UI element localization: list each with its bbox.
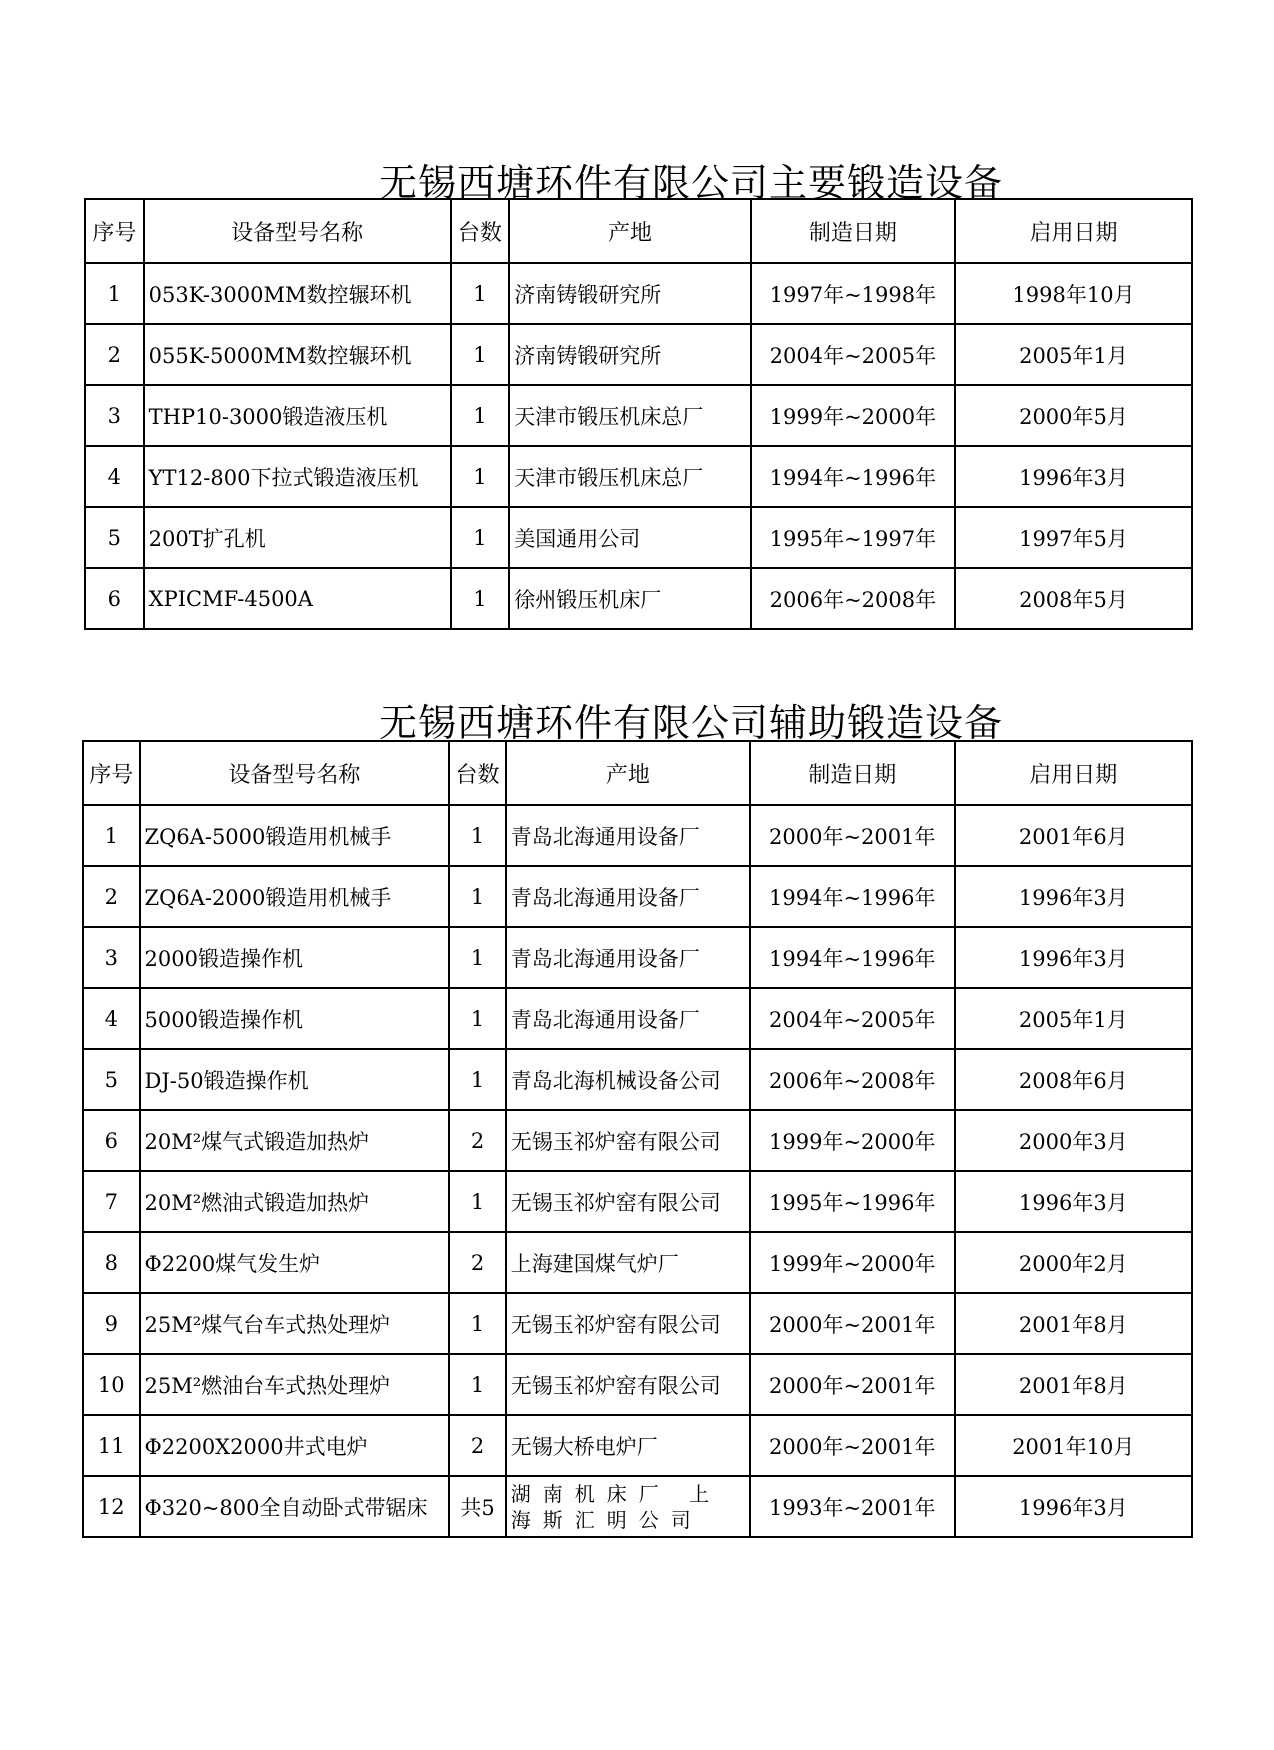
cell-origin: 徐州锻压机床厂	[509, 568, 750, 629]
cell-model: Φ2200X2000井式电炉	[140, 1415, 450, 1476]
cell-start-date: 2001年6月	[955, 805, 1192, 866]
table-row	[83, 1232, 1192, 1293]
cell-qty: 2	[449, 1415, 506, 1476]
cell-mfg-date: 2006年~2008年	[750, 1049, 955, 1110]
cell-index: 6	[85, 568, 144, 629]
cell-index: 8	[83, 1232, 140, 1293]
col-header-qty: 台数	[451, 199, 510, 263]
table-header-row	[85, 199, 1192, 263]
col-header-origin: 产地	[509, 199, 750, 263]
cell-index: 5	[85, 507, 144, 568]
cell-origin: 天津市锻压机床总厂	[509, 385, 750, 446]
cell-qty: 2	[449, 1232, 506, 1293]
cell-origin: 济南铸锻研究所	[509, 263, 750, 324]
cell-model: Φ320~800全自动卧式带锯床	[140, 1476, 450, 1537]
cell-qty: 1	[451, 446, 510, 507]
cell-index: 1	[85, 263, 144, 324]
cell-index: 12	[83, 1476, 140, 1537]
cell-start-date: 2000年2月	[955, 1232, 1192, 1293]
cell-origin: 济南铸锻研究所	[509, 324, 750, 385]
cell-origin: 青岛北海通用设备厂	[506, 805, 750, 866]
cell-model: 25M²燃油台车式热处理炉	[140, 1354, 450, 1415]
cell-start-date: 1996年3月	[955, 927, 1192, 988]
col-header-index: 序号	[83, 741, 140, 805]
aux-equipment-table	[82, 740, 1193, 1538]
cell-mfg-date: 1999年~2000年	[751, 385, 955, 446]
main-equipment-table	[84, 198, 1193, 630]
table-row	[83, 1049, 1192, 1110]
cell-qty: 1	[449, 1354, 506, 1415]
cell-qty: 1	[449, 1049, 506, 1110]
cell-qty: 1	[451, 568, 510, 629]
cell-start-date: 2001年10月	[955, 1415, 1192, 1476]
table-row	[85, 507, 1192, 568]
cell-model: THP10-3000锻造液压机	[144, 385, 451, 446]
table-row	[83, 866, 1192, 927]
cell-origin: 无锡玉祁炉窑有限公司	[506, 1354, 750, 1415]
cell-model: DJ-50锻造操作机	[140, 1049, 450, 1110]
cell-index: 1	[83, 805, 140, 866]
cell-start-date: 1996年3月	[955, 1171, 1192, 1232]
cell-model: ZQ6A-2000锻造用机械手	[140, 866, 450, 927]
cell-index: 7	[83, 1171, 140, 1232]
cell-model: Φ2200煤气发生炉	[140, 1232, 450, 1293]
cell-qty: 1	[449, 988, 506, 1049]
cell-origin: 青岛北海通用设备厂	[506, 988, 750, 1049]
cell-index: 11	[83, 1415, 140, 1476]
cell-index: 9	[83, 1293, 140, 1354]
cell-model: 20M²煤气式锻造加热炉	[140, 1110, 450, 1171]
cell-qty: 1	[451, 385, 510, 446]
cell-index: 10	[83, 1354, 140, 1415]
cell-origin: 无锡玉祁炉窑有限公司	[506, 1110, 750, 1171]
cell-index: 3	[85, 385, 144, 446]
cell-start-date: 2005年1月	[955, 988, 1192, 1049]
cell-qty: 2	[449, 1110, 506, 1171]
cell-start-date: 2001年8月	[955, 1293, 1192, 1354]
cell-index: 4	[83, 988, 140, 1049]
cell-mfg-date: 2000年~2001年	[750, 805, 955, 866]
cell-mfg-date: 1994年~1996年	[750, 866, 955, 927]
cell-mfg-date: 1999年~2000年	[750, 1232, 955, 1293]
cell-origin: 湖南机床厂 上海斯汇明公司	[506, 1476, 750, 1537]
cell-qty: 1	[451, 324, 510, 385]
cell-start-date: 2000年3月	[955, 1110, 1192, 1171]
cell-mfg-date: 2000年~2001年	[750, 1293, 955, 1354]
cell-index: 2	[83, 866, 140, 927]
cell-qty: 1	[449, 927, 506, 988]
cell-mfg-date: 2004年~2005年	[751, 324, 955, 385]
col-header-qty: 台数	[449, 741, 506, 805]
cell-start-date: 1997年5月	[955, 507, 1192, 568]
cell-mfg-date: 2004年~2005年	[750, 988, 955, 1049]
cell-origin: 青岛北海机械设备公司	[506, 1049, 750, 1110]
cell-mfg-date: 1993年~2001年	[750, 1476, 955, 1537]
cell-origin: 无锡玉祁炉窑有限公司	[506, 1171, 750, 1232]
table-row	[83, 1171, 1192, 1232]
cell-mfg-date: 1995年~1996年	[750, 1171, 955, 1232]
cell-start-date: 2000年5月	[955, 385, 1192, 446]
cell-origin: 美国通用公司	[509, 507, 750, 568]
cell-mfg-date: 1995年~1997年	[751, 507, 955, 568]
cell-start-date: 2001年8月	[955, 1354, 1192, 1415]
cell-start-date: 1996年3月	[955, 866, 1192, 927]
cell-qty: 1	[449, 866, 506, 927]
cell-mfg-date: 2000年~2001年	[750, 1415, 955, 1476]
col-header-model: 设备型号名称	[140, 741, 450, 805]
cell-origin: 天津市锻压机床总厂	[509, 446, 750, 507]
cell-index: 3	[83, 927, 140, 988]
cell-model: 25M²煤气台车式热处理炉	[140, 1293, 450, 1354]
cell-model: 5000锻造操作机	[140, 988, 450, 1049]
table-header-row	[83, 741, 1192, 805]
col-header-mfg-date: 制造日期	[751, 199, 955, 263]
cell-origin: 无锡玉祁炉窑有限公司	[506, 1293, 750, 1354]
table-row	[83, 927, 1192, 988]
cell-model: ZQ6A-5000锻造用机械手	[140, 805, 450, 866]
cell-mfg-date: 1994年~1996年	[751, 446, 955, 507]
cell-origin: 无锡大桥电炉厂	[506, 1415, 750, 1476]
cell-mfg-date: 2006年~2008年	[751, 568, 955, 629]
table-row	[83, 988, 1192, 1049]
col-header-mfg-date: 制造日期	[750, 741, 955, 805]
cell-index: 6	[83, 1110, 140, 1171]
cell-start-date: 2005年1月	[955, 324, 1192, 385]
cell-mfg-date: 1994年~1996年	[750, 927, 955, 988]
cell-start-date: 1998年10月	[955, 263, 1192, 324]
aux-equipment-title: 无锡西塘环件有限公司辅助锻造设备	[378, 701, 1003, 745]
cell-qty: 1	[449, 1293, 506, 1354]
table-row	[83, 1354, 1192, 1415]
cell-model: 055K-5000MM数控辗环机	[144, 324, 451, 385]
table-row	[85, 446, 1192, 507]
cell-model: 20M²燃油式锻造加热炉	[140, 1171, 450, 1232]
cell-model: 200T扩孔机	[144, 507, 451, 568]
cell-index: 2	[85, 324, 144, 385]
table-row	[85, 263, 1192, 324]
table-row	[83, 1110, 1192, 1171]
cell-qty: 共5	[449, 1476, 506, 1537]
col-header-start-date: 启用日期	[955, 741, 1192, 805]
cell-model: 2000锻造操作机	[140, 927, 450, 988]
col-header-index: 序号	[85, 199, 144, 263]
table-row	[83, 1476, 1192, 1537]
cell-model: YT12-800下拉式锻造液压机	[144, 446, 451, 507]
cell-index: 5	[83, 1049, 140, 1110]
cell-model: 053K-3000MM数控辗环机	[144, 263, 451, 324]
cell-qty: 1	[449, 1171, 506, 1232]
cell-qty: 1	[451, 507, 510, 568]
table-row	[85, 568, 1192, 629]
table-row	[83, 1293, 1192, 1354]
cell-mfg-date: 2000年~2001年	[750, 1354, 955, 1415]
cell-qty: 1	[451, 263, 510, 324]
table-row	[85, 385, 1192, 446]
cell-model: XPICMF-4500A	[144, 568, 451, 629]
col-header-start-date: 启用日期	[955, 199, 1192, 263]
cell-origin: 上海建国煤气炉厂	[506, 1232, 750, 1293]
cell-start-date: 2008年6月	[955, 1049, 1192, 1110]
table-row	[85, 324, 1192, 385]
table-row	[83, 1415, 1192, 1476]
col-header-origin: 产地	[506, 741, 750, 805]
cell-mfg-date: 1999年~2000年	[750, 1110, 955, 1171]
cell-qty: 1	[449, 805, 506, 866]
cell-start-date: 1996年3月	[955, 446, 1192, 507]
cell-start-date: 2008年5月	[955, 568, 1192, 629]
cell-start-date: 1996年3月	[955, 1476, 1192, 1537]
cell-origin: 青岛北海通用设备厂	[506, 866, 750, 927]
table-row	[83, 805, 1192, 866]
main-equipment-title: 无锡西塘环件有限公司主要锻造设备	[378, 161, 1003, 205]
cell-mfg-date: 1997年~1998年	[751, 263, 955, 324]
col-header-model: 设备型号名称	[144, 199, 451, 263]
cell-origin: 青岛北海通用设备厂	[506, 927, 750, 988]
cell-index: 4	[85, 446, 144, 507]
